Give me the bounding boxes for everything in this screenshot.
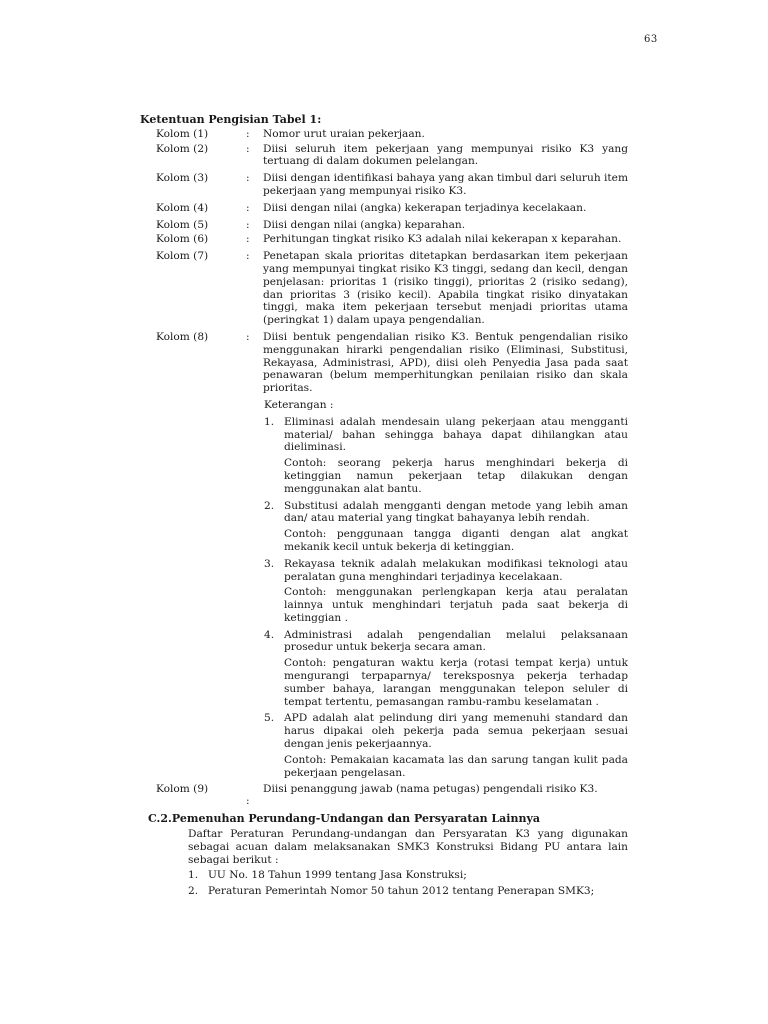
regulation-item	[188, 885, 628, 898]
column-label: Kolom (5)	[156, 218, 209, 231]
column-label: Kolom (2)	[156, 142, 209, 155]
section-c2-body	[188, 828, 628, 898]
item-number: 3.	[264, 557, 275, 570]
item-number: 2.	[188, 885, 199, 898]
separator: :	[246, 218, 250, 231]
item-example: Contoh: Pemakaian kacamata las dan sarung tangan kulit pada pekerjaan pengelasan.	[284, 753, 628, 779]
column-label: Kolom (9)	[156, 783, 209, 796]
item-example: Contoh: penggunaan tangga diganti dengan alat angkat mekanik kecil untuk bekerja di ketinggian.	[284, 528, 628, 553]
hierarchy-item	[264, 558, 628, 625]
keterangan-block	[264, 399, 628, 780]
column-description: Nomor urut uraian pekerjaan.	[263, 127, 425, 140]
separator: :	[246, 795, 250, 808]
regulation-text: Peraturan Pemerintah Nomor 50 tahun 2012 tentang Penerapan SMK3;	[208, 885, 595, 898]
column-row	[140, 219, 628, 232]
column-description: Diisi seluruh item pekerjaan yang mempunyai risiko K3 yang tertuang di dalam dokumen pelelangan.	[263, 142, 628, 168]
column-label: Kolom (4)	[156, 201, 209, 214]
item-number: 1.	[264, 415, 275, 428]
column-label: Kolom (1)	[156, 127, 209, 140]
item-text: Substitusi adalah mengganti dengan metode yang lebih aman dan/ atau material yang tingkat bahayanya lebih rendah.	[284, 499, 628, 525]
column-description: Diisi penanggung jawab (nama petugas) pengendali risiko K3.	[263, 783, 598, 796]
column-row	[140, 331, 628, 395]
page-number: 63	[644, 34, 658, 45]
column-description: Diisi dengan nilai (angka) kekerapan terjadinya kecelakaan.	[263, 201, 587, 214]
section-c2-intro: Daftar Peraturan Perundang-undangan dan Persyaratan K3 yang digunakan sebagai acuan dalam melaksanakan SMK3 Konstruksi Bidang PU antara lain sebagai berikut :	[188, 828, 628, 866]
document-body	[140, 114, 628, 898]
column-row	[140, 233, 628, 246]
item-text: Administrasi adalah pengendalian melalui pelaksanaan prosedur untuk bekerja secara aman.	[284, 628, 628, 654]
item-text: APD adalah alat pelindung diri yang memenuhi standard dan harus dipakai oleh pekerja pada semua pekerjaan sesuai dengan jenis pekerjaannya.	[284, 712, 628, 751]
item-number: 2.	[264, 499, 275, 512]
item-example: Contoh: menggunakan perlengkapan kerja atau peralatan lainnya untuk menghindari terjatuh pada saat bekerja di ketinggian .	[284, 586, 628, 624]
section-c2-title: C.2.Pemenuhan Perundang-Undangan dan Persyaratan Lainnya	[148, 812, 540, 826]
column-description: Diisi dengan nilai (angka) keparahan.	[263, 218, 466, 231]
hierarchy-item	[264, 629, 628, 709]
separator: :	[246, 142, 250, 155]
column-row	[140, 128, 628, 141]
column-label: Kolom (6)	[156, 233, 209, 246]
item-text: Eliminasi adalah mendesain ulang pekerjaan atau mengganti material/ bahan sehingga bahaya dapat dihilangkan atau dieliminasi.	[284, 415, 628, 454]
column-label: Kolom (3)	[156, 172, 209, 185]
hierarchy-item	[264, 500, 628, 554]
separator: :	[246, 330, 250, 343]
separator: :	[246, 250, 250, 263]
column-description: Perhitungan tingkat risiko K3 adalah nilai kekerapan x keparahan.	[263, 233, 622, 246]
hierarchy-item	[264, 712, 628, 779]
hierarchy-item	[264, 416, 628, 496]
item-example: Contoh: seorang pekerja harus menghindari bekerja di ketinggian namun pekerjaan tetap dilakukan dengan menggunakan alat bantu.	[284, 457, 628, 495]
column-label: Kolom (8)	[156, 330, 209, 343]
column-row	[140, 143, 628, 169]
keterangan-label: Keterangan :	[264, 398, 334, 411]
regulation-text: UU No. 18 Tahun 1999 tentang Jasa Konstruksi;	[208, 869, 467, 882]
item-example: Contoh: pengaturan waktu kerja (rotasi tempat kerja) untuk mengurangi terpaparnya/ tereksposnya pekerja terhadap sumber bahaya, larangan menggunakan telepon seluler di tempat tertentu, pemasangan rambu-rambu keselamatan .	[284, 657, 628, 708]
column-list	[140, 128, 628, 395]
separator: :	[246, 233, 250, 246]
item-text: Rekayasa teknik adalah melakukan modifikasi teknologi atau peralatan guna menghindari terjadinya kecelakaan.	[284, 557, 628, 583]
separator: :	[246, 127, 250, 140]
column-description: Penetapan skala prioritas ditetapkan berdasarkan item pekerjaan yang mempunyai tingkat risiko K3 tinggi, sedang dan kecil, dengan penjelasan: prioritas 1 (risiko tinggi), prioritas 2 (risiko sedang), dan prioritas 3 (risiko kecil). Apabila tingkat risiko dinyatakan tinggi, maka item pekerjaan tersebut menjadi prioritas utama (peringkat 1) dalam upaya pengendalian.	[263, 250, 628, 327]
column-description: Diisi dengan identifikasi bahaya yang akan timbul dari seluruh item pekerjaan yang mempunyai risiko K3.	[263, 172, 628, 197]
item-number: 4.	[264, 628, 275, 641]
item-number: 5.	[264, 712, 275, 725]
separator: :	[246, 201, 250, 214]
column-row	[140, 172, 628, 198]
section-heading: Ketentuan Pengisian Tabel 1:	[140, 113, 322, 126]
column-row	[140, 202, 628, 215]
item-number: 1.	[188, 869, 199, 882]
column-description: Diisi bentuk pengendalian risiko K3. Bentuk pengendalian risiko menggunakan hirarki pengendalian risiko (Eliminasi, Substitusi, Rekayasa, Administrasi, APD), diisi oleh Penyedia Jasa pada saat penawaran (belum memperhitungkan penilaian risiko dan skala prioritas.	[263, 330, 628, 395]
column-row	[140, 783, 628, 808]
separator: :	[246, 172, 250, 185]
column-label: Kolom (7)	[156, 250, 209, 263]
regulation-item	[188, 869, 628, 882]
column-row	[140, 250, 628, 327]
